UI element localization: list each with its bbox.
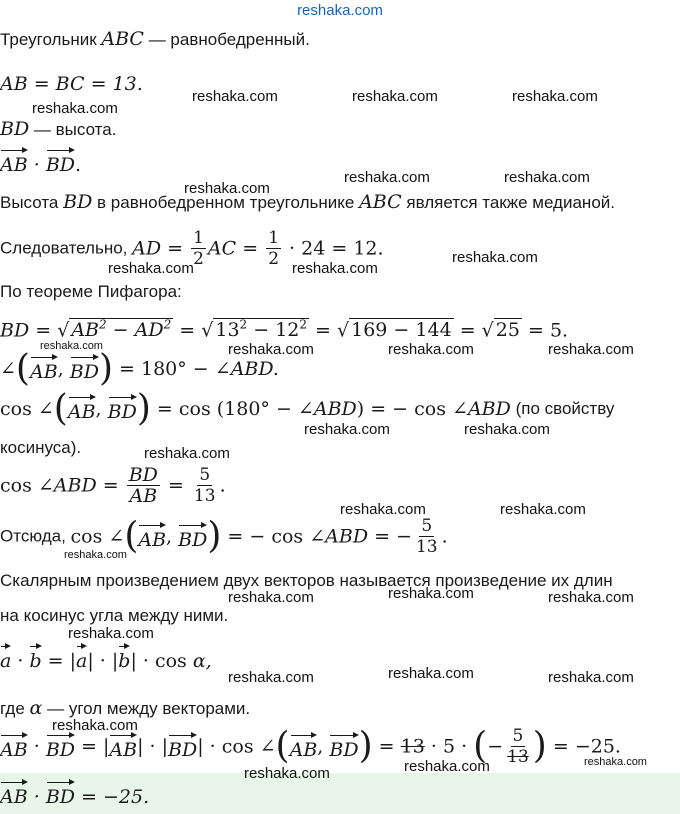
text-in-triangle: в равнобедренном треугольнике: [92, 193, 360, 212]
watermark: reshaka.com: [512, 88, 598, 105]
watermark: reshaka.com: [404, 758, 490, 775]
text-angle-between: — угол между векторами.: [42, 699, 251, 718]
watermark: reshaka.com: [388, 665, 474, 682]
line-angle: ∠(AB, BD) = 180° − ∠ABD.: [0, 348, 279, 389]
answer-value: −25: [103, 786, 144, 808]
frac-5-c: 5: [512, 726, 524, 746]
line-definition: [0, 571, 613, 591]
watermark: reshaka.com: [228, 341, 314, 358]
line-sides: [0, 73, 143, 95]
watermark: reshaka.com: [464, 421, 550, 438]
line-median: Высота BD в равнобедренном треугольнике ABC является также медианой.: [0, 191, 615, 213]
watermark: reshaka.com: [548, 589, 634, 606]
watermark: reshaka.com: [344, 169, 430, 186]
site-link[interactable]: reshaka.com: [297, 2, 383, 19]
text-where: где: [0, 699, 30, 718]
frac-den-2: 2: [268, 249, 280, 269]
value-12: 12: [275, 319, 300, 342]
watermark: reshaka.com: [548, 341, 634, 358]
watermark: reshaka.com: [144, 445, 230, 462]
watermark: reshaka.com: [584, 756, 647, 768]
watermark: reshaka.com: [352, 88, 438, 105]
line-hence: Отсюда, cos ∠(AB, BD) = − cos ∠ABD = − $\frac{5}{13}$ .: [0, 515, 448, 557]
math-sides: AB = BC = 13.: [0, 73, 143, 95]
watermark: reshaka.com: [40, 340, 103, 352]
frac-den: 2: [193, 249, 204, 269]
frac-5: 5: [199, 465, 211, 485]
watermark: reshaka.com: [68, 625, 154, 642]
frac-13-b: 13: [415, 537, 438, 557]
line-consequence: Следовательно, AD = $\frac{1}{2}$ AC = $\frac{1}{2}$ · 24 = 12.: [0, 228, 384, 269]
text-height: — высота.: [29, 120, 117, 139]
value-25: 25: [495, 319, 520, 342]
watermark: reshaka.com: [292, 260, 378, 277]
value-bd: 5: [549, 319, 563, 342]
text-height-word: Высота: [0, 193, 64, 212]
watermark: reshaka.com: [108, 260, 194, 277]
line-height: [0, 118, 116, 140]
value-13-struck: 13: [400, 735, 425, 758]
text-isosceles: — равнобедренный.: [143, 30, 310, 49]
frac-num: 1: [193, 228, 204, 248]
watermark: reshaka.com: [64, 549, 127, 561]
line-final-calc: AB · BD = |AB| · |BD| · cos ∠(AB, BD) = 13 · 5 · (− $\frac{5}{13}$ ) = −25.: [0, 725, 621, 767]
value-angle: 180°: [141, 358, 187, 380]
value-144: 144: [415, 319, 452, 342]
value-result: −25: [574, 735, 615, 758]
watermark: reshaka.com: [388, 585, 474, 602]
watermark: reshaka.com: [548, 669, 634, 686]
line-alpha: где α — угол между векторами.: [0, 697, 251, 719]
watermark: reshaka.com: [452, 249, 538, 266]
line-cosine-word: [0, 438, 81, 458]
watermark: reshaka.com: [304, 421, 390, 438]
value-base: 24: [301, 237, 326, 260]
watermark: reshaka.com: [184, 180, 270, 197]
watermark: reshaka.com: [228, 589, 314, 606]
frac-num-2: 1: [268, 228, 280, 248]
text-triangle: Треугольник: [0, 30, 102, 49]
math-bd: BD: [0, 118, 30, 140]
line-dot-product: AB · BD.: [0, 148, 81, 176]
line-definition-2: [0, 606, 228, 626]
value-169: 169: [351, 319, 388, 342]
line-pythagoras: [0, 282, 182, 302]
value-13: 13: [215, 319, 240, 342]
text-median: является также медианой.: [401, 193, 615, 212]
line-cos-abd: cos ∠ABD = $\frac{BD}{AB}$ = $\frac{5}{13}$ .: [0, 464, 226, 507]
text-pythagoras: По теореме Пифагора:: [0, 282, 182, 301]
watermark: reshaka.com: [32, 100, 118, 117]
line-answer: AB · BD = −25.: [0, 780, 149, 808]
text-by-property: (по свойству: [510, 399, 615, 418]
text-consequence: Следовательно,: [0, 238, 133, 258]
text-definition: Скалярным произведением двух векторов называется произведение их длин: [0, 571, 613, 590]
frac-13: 13: [193, 486, 216, 506]
math-abc: ABC: [101, 28, 144, 50]
text-definition-2: на косинус угла между ними.: [0, 606, 229, 625]
value-5: 5: [442, 735, 456, 758]
watermark: reshaka.com: [388, 341, 474, 358]
watermark: reshaka.com: [192, 88, 278, 105]
watermark: reshaka.com: [500, 501, 586, 518]
watermark: reshaka.com: [228, 669, 314, 686]
line-triangle: [0, 28, 310, 50]
line-formula: a · b = |a| · |b| · cos α,: [0, 644, 212, 672]
watermark: reshaka.com: [504, 169, 590, 186]
frac-13-c: 13: [507, 747, 529, 767]
frac-5-b: 5: [421, 516, 433, 536]
watermark: reshaka.com: [340, 501, 426, 518]
value-median: 12: [353, 237, 378, 260]
watermark: reshaka.com: [244, 765, 330, 782]
watermark: reshaka.com: [52, 717, 138, 734]
text-hence: Отсюда,: [0, 526, 71, 546]
line-bd-calc: BD = √ $AB^2 - AD^2$ = √ $13^2 - 12^2$ = √ 169 − 144 = √ 25 = 5.: [0, 318, 569, 342]
text-cosine: косинуса).: [0, 438, 82, 457]
line-cos: cos ∠(AB, BD) = cos (180° − ∠ABD) = − cos ∠ABD (по свойству: [0, 388, 615, 429]
